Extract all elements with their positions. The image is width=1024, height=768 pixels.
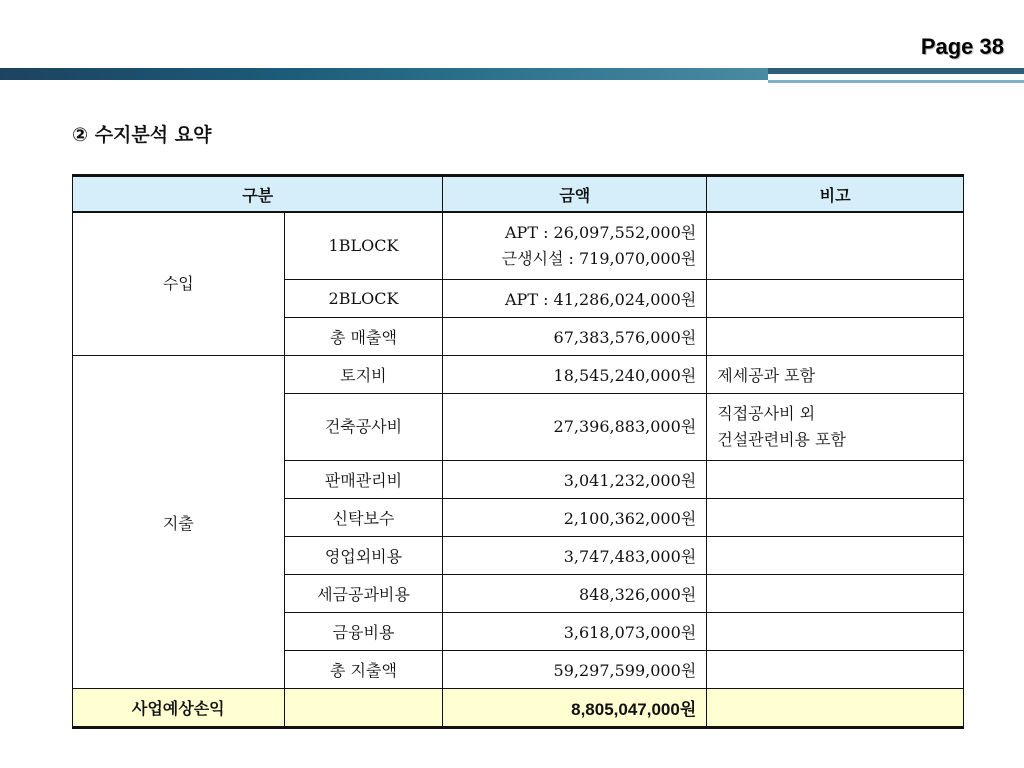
profit-note bbox=[707, 689, 964, 728]
header-accent bbox=[768, 68, 1024, 74]
row-item: 건축공사비 bbox=[284, 394, 443, 461]
amount-line: 근생시설 : 719,070,000원 bbox=[501, 249, 697, 268]
note-line: 직접공사비 외 bbox=[717, 404, 816, 423]
row-note bbox=[707, 394, 964, 461]
row-amount: 67,383,576,000원 bbox=[443, 318, 707, 356]
table-row bbox=[73, 212, 964, 280]
page-number: Page 38 bbox=[920, 34, 1004, 59]
row-note bbox=[707, 575, 964, 613]
amount-line: APT : 26,097,552,000원 bbox=[505, 223, 697, 242]
header-accent-line bbox=[768, 80, 1024, 83]
row-item: 세금공과비용 bbox=[284, 575, 443, 613]
row-item: 신탁보수 bbox=[284, 499, 443, 537]
row-note bbox=[707, 537, 964, 575]
row-note: 제세공과 포함 bbox=[707, 356, 964, 394]
row-note bbox=[707, 318, 964, 356]
row-amount: 3,747,483,000원 bbox=[443, 537, 707, 575]
expense-group-label: 지출 bbox=[73, 356, 285, 689]
row-note bbox=[707, 651, 964, 689]
row-amount: 2,100,362,000원 bbox=[443, 499, 707, 537]
row-note bbox=[707, 461, 964, 499]
row-amount: 848,326,000원 bbox=[443, 575, 707, 613]
row-item: 판매관리비 bbox=[284, 461, 443, 499]
header-amount: 금액 bbox=[443, 176, 707, 213]
row-item: 2BLOCK bbox=[284, 280, 443, 318]
table-row bbox=[73, 356, 964, 394]
row-item: 토지비 bbox=[284, 356, 443, 394]
row-note bbox=[707, 499, 964, 537]
profit-row bbox=[73, 689, 964, 728]
row-item: 영업외비용 bbox=[284, 537, 443, 575]
row-note bbox=[707, 613, 964, 651]
header-band bbox=[0, 68, 768, 80]
row-amount bbox=[443, 212, 707, 280]
budget-summary-table bbox=[72, 174, 964, 729]
profit-label: 사업예상손익 bbox=[73, 689, 285, 728]
row-amount: 59,297,599,000원 bbox=[443, 651, 707, 689]
row-item: 금융비용 bbox=[284, 613, 443, 651]
header-remarks: 비고 bbox=[707, 176, 964, 213]
note-line: 건설관련비용 포함 bbox=[717, 430, 846, 449]
row-amount: 27,396,883,000원 bbox=[443, 394, 707, 461]
income-group-label: 수입 bbox=[73, 212, 285, 356]
row-item: 총 지출액 bbox=[284, 651, 443, 689]
header-category: 구분 bbox=[73, 176, 443, 213]
table-header-row bbox=[73, 176, 964, 213]
row-amount: 18,545,240,000원 bbox=[443, 356, 707, 394]
row-amount: 3,041,232,000원 bbox=[443, 461, 707, 499]
row-amount: 3,618,073,000원 bbox=[443, 613, 707, 651]
row-item: 1BLOCK bbox=[284, 212, 443, 280]
section-title: ② 수지분석 요약 bbox=[72, 124, 212, 146]
profit-amount: 8,805,047,000원 bbox=[443, 689, 707, 728]
row-item: 총 매출액 bbox=[284, 318, 443, 356]
profit-empty-cell bbox=[284, 689, 443, 728]
row-note bbox=[707, 212, 964, 280]
row-amount: APT : 41,286,024,000원 bbox=[443, 280, 707, 318]
row-note bbox=[707, 280, 964, 318]
